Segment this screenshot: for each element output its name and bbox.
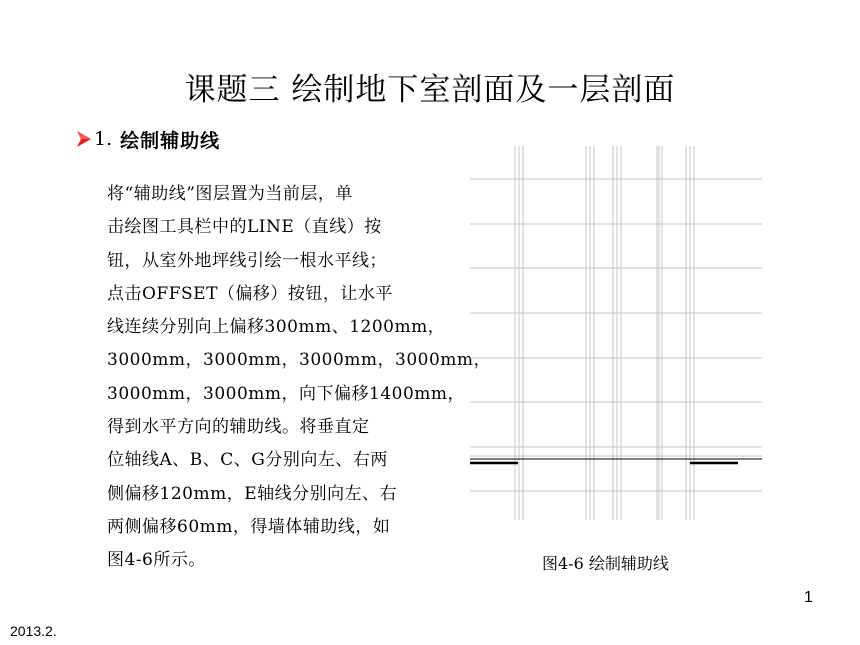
body-line: 将“辅助线”图层置为当前层，单 [107,184,353,204]
body-line: 点击OFFSET（偏移）按钮，让水平 [107,283,393,304]
body-line: 两侧偏移60mm，得墙体辅助线，如 [107,516,391,537]
horizontal-aux-lines [470,179,762,491]
body-line: 3000mm，3000mm，向下偏移1400mm， [107,383,466,404]
bullet-number: 1. [94,128,113,150]
page-number: 1 [804,589,813,606]
body-line: 位轴线A、B、C、G分别向左、右两 [107,450,388,471]
body-line: 得到水平方向的辅助线。将垂直定 [107,417,370,438]
body-line: 钮，从室外地坪线引绘一根水平线； [107,250,387,271]
body-line: 3000mm，3000mm，3000mm，3000mm， [107,350,492,371]
auxiliary-lines-drawing [468,146,764,524]
footer-date: 2013.2. [10,623,57,639]
bullet-label: 绘制辅助线 [120,129,221,152]
body-line: 击绘图工具栏中的LINE（直线）按 [107,217,382,238]
body-line: 线连续分别向上偏移300mm、1200mm， [107,317,446,338]
slide-title: 课题三 绘制地下室剖面及一层剖面 [184,72,676,108]
vertical-aux-lines [515,146,694,520]
bullet-heading [76,126,220,152]
body-line: 图4-6所示。 [107,550,206,571]
red-triangle-arrow-icon [76,130,92,148]
body-line: 侧偏移120mm，E轴线分别向左、右 [107,483,398,504]
ground-lines [470,459,762,463]
auxiliary-lines-figure [468,146,764,524]
figure-caption: 图4-6 绘制辅助线 [542,554,669,573]
body-paragraph [107,178,492,578]
